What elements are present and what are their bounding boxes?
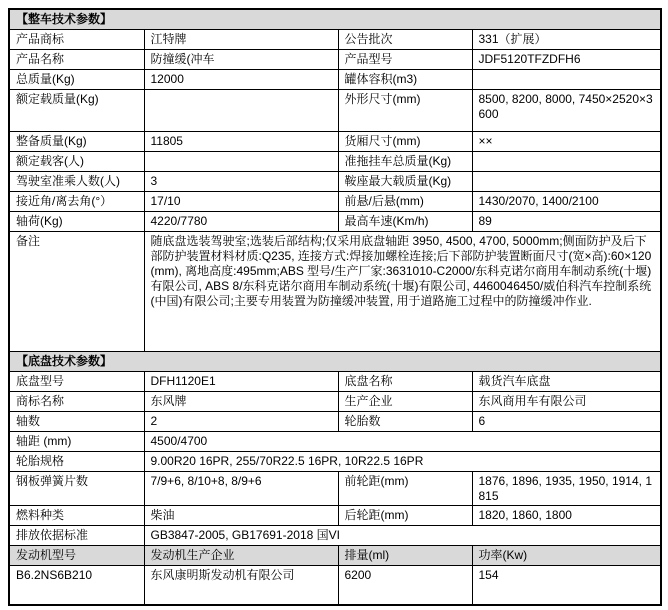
param-label: 轮胎规格 <box>9 451 144 471</box>
spec-table-body <box>9 9 661 605</box>
param-label: 底盘名称 <box>338 371 472 391</box>
param-label: 总质量(Kg) <box>9 69 144 89</box>
param-label: 后轮距(mm) <box>338 505 472 525</box>
param-label: 公告批次 <box>338 29 472 49</box>
param-value: 7/9+6, 8/10+8, 8/9+6 <box>144 471 338 505</box>
param-value: 89 <box>472 211 661 231</box>
table-row <box>9 191 661 211</box>
param-value: B6.2NS6B210 <box>9 565 144 605</box>
table-row <box>9 49 661 69</box>
param-label: 底盘型号 <box>9 371 144 391</box>
table-row <box>9 545 661 565</box>
param-value: 东风康明斯发动机有限公司 <box>144 565 338 605</box>
param-value <box>144 89 338 131</box>
table-row <box>9 505 661 525</box>
param-value: 防撞缓(冲车 <box>144 49 338 69</box>
table-row <box>9 371 661 391</box>
param-value: 9.00R20 16PR, 255/70R22.5 16PR, 10R22.5 16PR <box>144 451 661 471</box>
param-label: 生产企业 <box>338 391 472 411</box>
section-header-row <box>9 351 661 371</box>
param-value: 8500, 8200, 8000, 7450×2520×3600 <box>472 89 661 131</box>
param-label: 产品名称 <box>9 49 144 69</box>
table-row <box>9 451 661 471</box>
param-value: 3 <box>144 171 338 191</box>
param-label: 接近角/离去角(°） <box>9 191 144 211</box>
table-row <box>9 471 661 505</box>
param-value: 2 <box>144 411 338 431</box>
param-value: 随底盘选装驾驶室;选装后部结构;仅采用底盘轴距 3950, 4500, 4700, 5000mm;侧面防护及后下部防护装置材料材质:Q235, 连接方式:焊接加螺栓连接;后下部防护装置断面尺寸(宽×高):60×120(mm), 离地高度:495mm;ABS 型号/生产厂家:3631010-C2000/东科克诺尔商用车制动系统(十堰)有限公司, ABS 8/东科克诺尔商用车制动系统(十堰)有限公司, 4460046450/威伯科汽车控制系统(中国)有限公司;主要专用装置为防撞缓冲装置, 用于道路施工过程中的防撞缓冲作业. <box>144 231 661 351</box>
param-value: 东风商用车有限公司 <box>472 391 661 411</box>
param-label: 前轮距(mm) <box>338 471 472 505</box>
section-header-row <box>9 9 661 29</box>
param-value: 17/10 <box>144 191 338 211</box>
column-header: 发动机生产企业 <box>144 545 338 565</box>
param-value: 331（扩展） <box>472 29 661 49</box>
table-row <box>9 69 661 89</box>
param-value: DFH1120E1 <box>144 371 338 391</box>
param-label: 产品商标 <box>9 29 144 49</box>
param-value: ×× <box>472 131 661 151</box>
param-label: 额定载客(人) <box>9 151 144 171</box>
param-value <box>472 171 661 191</box>
table-row <box>9 231 661 351</box>
spec-table <box>8 8 662 606</box>
param-value: 11805 <box>144 131 338 151</box>
table-row <box>9 171 661 191</box>
param-value: 6200 <box>338 565 472 605</box>
param-label: 商标名称 <box>9 391 144 411</box>
spec-table-container <box>8 8 662 606</box>
param-value: 载货汽车底盘 <box>472 371 661 391</box>
param-value: 东风牌 <box>144 391 338 411</box>
table-row <box>9 411 661 431</box>
table-row <box>9 89 661 131</box>
table-row <box>9 431 661 451</box>
param-value <box>144 151 338 171</box>
section-title: 【整车技术参数】 <box>9 9 661 29</box>
param-label: 轴距 (mm) <box>9 431 144 451</box>
param-value: 柴油 <box>144 505 338 525</box>
param-value: 4500/4700 <box>144 431 661 451</box>
param-value: 4220/7780 <box>144 211 338 231</box>
param-label: 备注 <box>9 231 144 351</box>
table-row <box>9 29 661 49</box>
param-label: 钢板弹簧片数 <box>9 471 144 505</box>
param-label: 外形尺寸(mm) <box>338 89 472 131</box>
param-value: 6 <box>472 411 661 431</box>
param-value <box>472 69 661 89</box>
table-row <box>9 151 661 171</box>
param-label: 燃料种类 <box>9 505 144 525</box>
table-row <box>9 391 661 411</box>
param-label: 前悬/后悬(mm) <box>338 191 472 211</box>
param-label: 排放依据标准 <box>9 525 144 545</box>
param-label: 准拖挂车总质量(Kg) <box>338 151 472 171</box>
param-value: 1820, 1860, 1800 <box>472 505 661 525</box>
param-value: 1430/2070, 1400/2100 <box>472 191 661 211</box>
section-title: 【底盘技术参数】 <box>9 351 661 371</box>
param-value: JDF5120TFZDFH6 <box>472 49 661 69</box>
param-value <box>472 151 661 171</box>
table-row <box>9 565 661 605</box>
param-label: 货厢尺寸(mm) <box>338 131 472 151</box>
param-label: 整备质量(Kg) <box>9 131 144 151</box>
param-label: 产品型号 <box>338 49 472 69</box>
param-value: 154 <box>472 565 661 605</box>
column-header: 功率(Kw) <box>472 545 661 565</box>
param-label: 最高车速(Km/h) <box>338 211 472 231</box>
table-row <box>9 131 661 151</box>
param-label: 鞍座最大载质量(Kg) <box>338 171 472 191</box>
param-label: 轮胎数 <box>338 411 472 431</box>
param-label: 轴荷(Kg) <box>9 211 144 231</box>
table-row <box>9 525 661 545</box>
param-label: 额定载质量(Kg) <box>9 89 144 131</box>
table-row <box>9 211 661 231</box>
param-value: 江特牌 <box>144 29 338 49</box>
param-label: 罐体容积(m3) <box>338 69 472 89</box>
column-header: 排量(ml) <box>338 545 472 565</box>
param-value: 1876, 1896, 1935, 1950, 1914, 1815 <box>472 471 661 505</box>
param-value: GB3847-2005, GB17691-2018 国VI <box>144 525 661 545</box>
column-header: 发动机型号 <box>9 545 144 565</box>
param-label: 驾驶室准乘人数(人) <box>9 171 144 191</box>
param-value: 12000 <box>144 69 338 89</box>
param-label: 轴数 <box>9 411 144 431</box>
